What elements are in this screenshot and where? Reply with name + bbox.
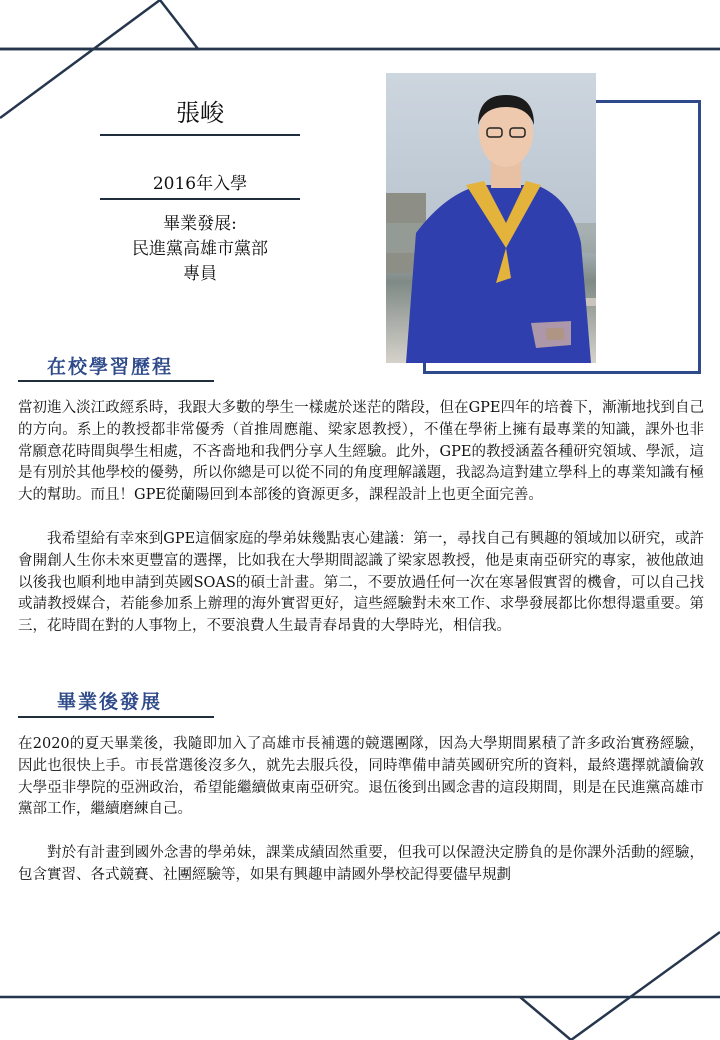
- career-paragraph-2: 對於有計畫到國外念書的學弟妹，課業成績固然重要，但我可以保證決定勝負的是你課外活動的經驗，包含實習、各式競賽、社團經驗等，如果有興趣申請國外學校記得要儘早規劃: [18, 845, 704, 883]
- study-paragraph-2: 我希望給有幸來到GPE這個家庭的學弟妹幾點衷心建議：第一，尋找自己有興趣的領域加以研究，或許會開創人生你未來更豐富的選擇，比如我在大學期間認識了梁家恩教授，他是東南亞研究的專家，被他啟迪以後我也順利地申請到英國SOAS的碩士計畫。第二，不要放過任何一次在寒暑假實習的機會，可以自己找或請教授媒合，若能參加系上辦理的海外實習更好，這些經驗對未來工作、求學發展都比你想得還重要。第三，花時間在對的人事物上，不要浪費人生最青春昂貴的大學時光，相信我。: [18, 531, 704, 635]
- career-role: 專員: [183, 264, 217, 284]
- career-label: 畢業發展:: [163, 214, 237, 234]
- section-heading-study-underline: [18, 380, 214, 382]
- section-heading-study: 在校學習歷程: [47, 356, 174, 378]
- section-heading-career: 畢業後發展: [57, 691, 163, 713]
- study-paragraph-1: 當初進入淡江政經系時，我跟大多數的學生一樣處於迷茫的階段，但在GPE四年的培養下，漸漸地找到自己的方向。系上的教授都非常優秀（首推周應龍、梁家恩教授），不僅在學術上擁有最專業的知識，課外也非常願意花時間與學生相處，不吝嗇地和我們分享人生經驗。此外，GPE的教授涵蓋各種研究領域、學派，這是有別於其他學校的優勢，所以你總是可以從不同的角度理解議題，我認為這對建立學科上的專業知識有極大的幫助。而且！GPE從蘭陽回到本部後的資源更多，課程設計上也更全面完善。: [18, 400, 704, 504]
- graduate-portrait-icon: [386, 73, 596, 363]
- career-organization: 民進黨高雄市黨部: [132, 239, 268, 259]
- year-underline: [100, 198, 300, 200]
- profile-block: [100, 92, 300, 287]
- person-name: 張峻: [176, 99, 224, 127]
- career-paragraph-1: 在2020的夏天畢業後，我隨即加入了高雄市長補選的競選團隊，因為大學期間累積了許多政治實務經驗，因此也很快上手。市長當選後沒多久，就先去服兵役，同時準備申請英國研究所的資料，最終選擇就讀倫敦大學亞非學院的亞洲政治，希望能繼續做東南亞研究。退伍後到出國念書的這段期間，則是在民進黨高雄市黨部工作，繼續磨練自己。: [18, 736, 704, 818]
- enrollment-year: 2016年入學: [152, 174, 248, 194]
- name-underline: [100, 134, 300, 136]
- career-info: [100, 212, 300, 287]
- section-heading-career-underline: [18, 716, 214, 718]
